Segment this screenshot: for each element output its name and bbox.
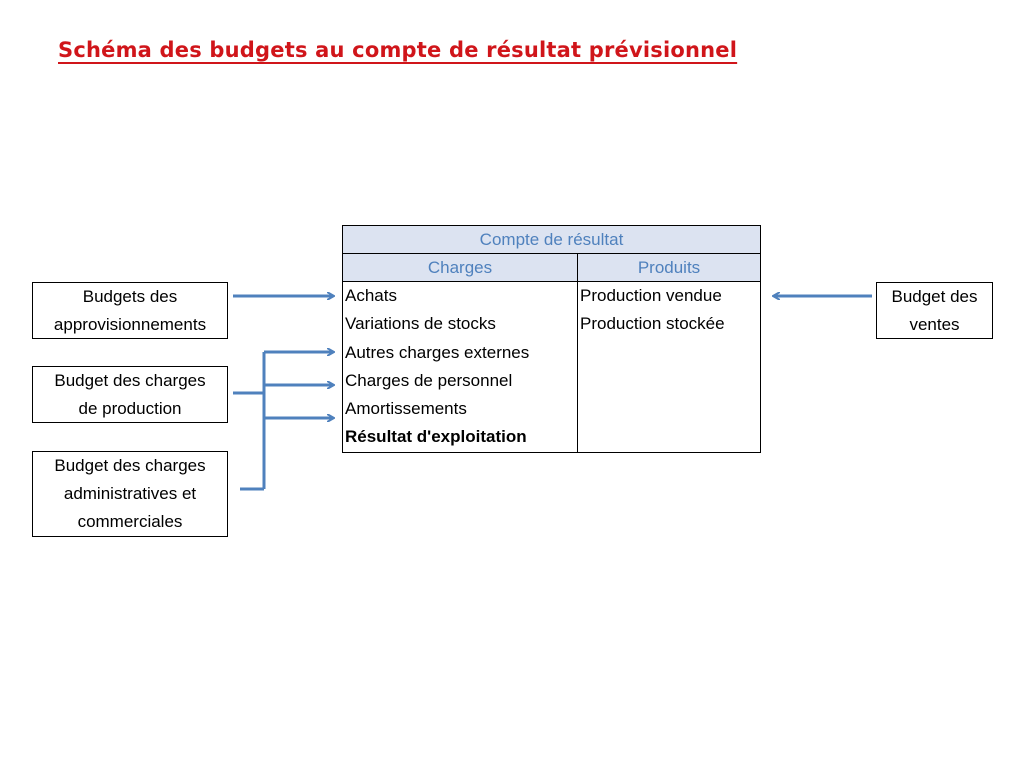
box-line: Budget des charges [54, 370, 206, 390]
charge-item: Charges de personnel [345, 370, 513, 390]
box-line: Budgets des [82, 286, 178, 306]
produits-header: Produits [578, 254, 761, 282]
page-title: Schéma des budgets au compte de résultat prévisionnel [58, 38, 738, 62]
charge-item: Variations de stocks [345, 314, 496, 334]
charge-item: Achats [345, 286, 397, 305]
box-line: Budget des [891, 286, 978, 306]
resultat-exploitation: Résultat d'exploitation [345, 427, 527, 447]
box-line: de production [78, 398, 182, 418]
produit-item: Production vendue [580, 286, 722, 305]
box-line: Budget des charges [54, 456, 206, 475]
charges-header: Charges [343, 254, 578, 282]
charge-item: Amortissements [345, 399, 467, 419]
box-line: approvisionnements [53, 314, 207, 334]
produit-item: Production stockée [580, 314, 725, 334]
box-line: ventes [909, 314, 960, 334]
box-line: administratives et [63, 484, 197, 503]
compte-title: Compte de résultat [343, 226, 761, 254]
charge-item: Autres charges externes [345, 342, 530, 362]
box-line: commerciales [77, 512, 183, 531]
